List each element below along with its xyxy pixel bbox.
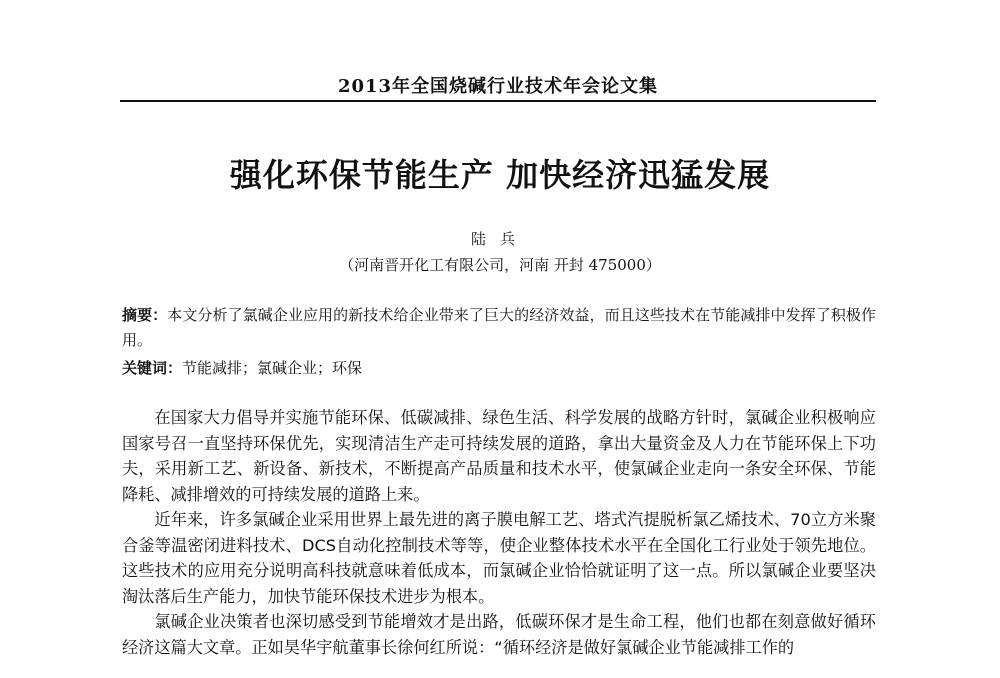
author-name: 陆兵 bbox=[470, 230, 529, 248]
keywords bbox=[122, 356, 876, 380]
abstract bbox=[122, 303, 876, 353]
body-paragraph: 氯碱企业决策者也深切感受到节能增效才是出路，低碳环保才是生命工程，他们也都在刻意做好循环经济这篇大文章。正如昊华宇航董事长徐何红所说：“循环经济是做好氯碱企业节能减排工作的 bbox=[122, 612, 876, 657]
abstract-label: 摘要： bbox=[122, 306, 168, 324]
abstract-text: 本文分析了氯碱企业应用的新技术给企业带来了巨大的经济效益，而且这些技术在节能减排中发挥了积极作用。 bbox=[122, 306, 876, 349]
keywords-label: 关键词： bbox=[122, 359, 183, 377]
body-text bbox=[122, 405, 876, 660]
body-paragraph: 在国家大力倡导并实施节能环保、低碳减排、绿色生活、科学发展的战略方针时，氯碱企业积极响应国家号召一直坚持环保优先，实现清洁生产走可持续发展的道路，拿出大量资金及人力在节能环保上下功夫，采用新工艺、新设备、新技术，不断提高产品质量和技术水平，使氯碱企业走向一条安全环保、节能降耗、减排增效的可持续发展的道路上来。 bbox=[122, 408, 876, 504]
author-affiliation: （河南晋开化工有限公司，河南 开封 475000） bbox=[339, 256, 661, 274]
body-paragraph: 近年来，许多氯碱企业采用世界上最先进的离子膜电解工艺、塔式汽提脱析氯乙烯技术、70立方米聚合釜等温密闭进料技术、DCS自动化控制技术等等，使企业整体技术水平在全国化工行业处于领先地位。这些技术的应用充分说明高科技就意味着低成本，而氯碱企业恰恰就证明了这一点。所以氯碱企业要坚决淘汰落后生产能力，加快节能环保技术进步为根本。 bbox=[122, 510, 876, 606]
article-title: 强化环保节能生产 加快经济迅猛发展 bbox=[229, 156, 771, 194]
keywords-text: 节能减排；氯碱企业；环保 bbox=[182, 359, 363, 377]
running-head: 2013年全国烧碱行业技术年会论文集 bbox=[337, 76, 659, 97]
header-rule bbox=[120, 100, 876, 102]
